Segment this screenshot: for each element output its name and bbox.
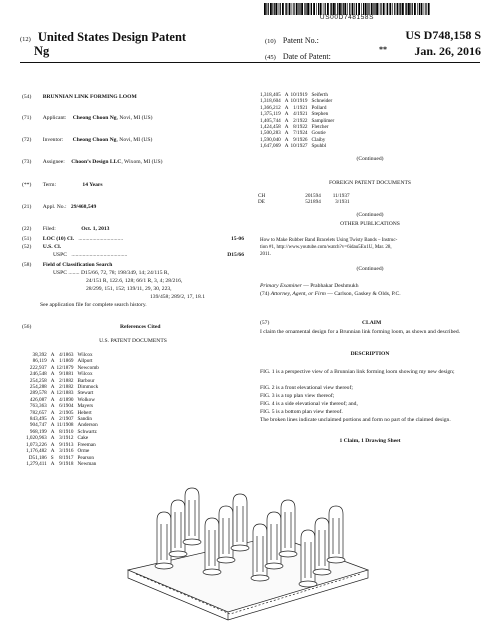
table-cell: Pollard (311, 104, 327, 111)
continued-label-1: (Continued) (356, 156, 384, 162)
document-title: United States Design Patent (37, 30, 187, 44)
table-cell: A (284, 98, 289, 105)
table-cell: 521894 (305, 199, 321, 206)
table-cell: 11/1937 (332, 193, 350, 199)
invention-title: BRUNNIAN LINK FORMING LOOM (42, 94, 137, 100)
table-cell: DE (258, 199, 265, 206)
loom-peg-base (327, 557, 345, 563)
table-cell: D51,186 (28, 454, 47, 461)
barcode-bar (412, 3, 413, 15)
barcode-bar (424, 3, 425, 15)
table-cell: A (50, 435, 55, 442)
table-cell: A (50, 441, 55, 448)
table-cell: 2/1922 (293, 117, 308, 124)
field-72: (72) Inventor: Cheong Choon Ng, Novi, MI (US) (22, 137, 153, 143)
loom-peg-base (183, 539, 201, 545)
field-58: (58) Field of Classification Search (22, 262, 113, 268)
table-cell: 1,073,226 (26, 441, 47, 448)
table-cell: 782,657 (29, 409, 47, 416)
references-table-left (26, 352, 101, 467)
barcode-bar (425, 3, 426, 15)
table-cell: 968,199 (29, 428, 47, 435)
table-cell: 246,548 (29, 371, 47, 378)
loom-peg (171, 500, 185, 554)
barcode-bar (282, 3, 284, 15)
table-cell: Stephen (311, 111, 329, 118)
description-line-4: FIG. 4 is a side elevational vie thereof; and, (260, 401, 358, 407)
table-cell: Pearson (77, 454, 94, 461)
table-cell: A (50, 364, 55, 371)
table-cell: Hebert (77, 409, 92, 416)
barcode-number: US00D748158S (319, 14, 375, 21)
table-cell: Schneider (311, 98, 333, 105)
table-cell: A (284, 104, 289, 111)
table-cell: 9/1918 (59, 460, 74, 467)
table-cell: Spuhbl (311, 143, 327, 150)
patent-date: Jan. 26, 2016 (414, 44, 481, 58)
other-pub-line2: tion #1, http://www.youtube.com/watch?v=6idau5Eu1U, Mar. 28, (260, 245, 392, 250)
table-cell: 1/1869 (59, 358, 74, 365)
other-pub-line1: How to Make Rubber Band Bracelets Using Twisty Bands – Instruc- (260, 238, 398, 243)
table-cell: 1,375,119 (260, 111, 281, 118)
claims-sheet-count: 1 Claim, 1 Drawing Sheet (339, 438, 401, 444)
table-cell: Anderson (77, 422, 98, 429)
table-cell: 2/1905 (59, 409, 74, 416)
table-cell: Claiby (311, 136, 326, 143)
claim-heading: (57) CLAIM (260, 320, 382, 326)
table-cell: 86,119 (32, 358, 47, 365)
table-cell: A (50, 377, 55, 384)
table-cell: A (50, 416, 55, 423)
table-cell: S (50, 454, 54, 461)
barcode-bar (286, 3, 287, 15)
loom-peg (205, 518, 219, 572)
barcode-bar (272, 3, 273, 15)
claim-text: I claim the ornamental design for a Brunnian link forming loom, as shown and described. (260, 329, 461, 335)
table-cell: A (284, 124, 289, 131)
table-cell: 11/1908 (56, 422, 74, 429)
table-cell: A (50, 403, 55, 410)
continued-label-3: (Continued) (356, 266, 384, 272)
table-row (260, 130, 336, 136)
inventor-short: Ng (34, 44, 50, 58)
table-cell: A (284, 143, 289, 150)
primary-examiner: Primary Examiner — Prabhakar Deshmukh (260, 283, 359, 289)
field-51: (51) LOC (10) Cl. ................................ 15-06 (22, 236, 244, 242)
patent-date-row: (45) Date of Patent: ** Jan. 26, 2016 (265, 44, 481, 61)
field-58-line4: 139/458; 289/2, 17, 18.1 (150, 294, 206, 300)
table-cell: 3/1916 (59, 448, 74, 455)
table-cell: 4/1921 (293, 111, 308, 118)
loom-peg (185, 488, 199, 542)
table-cell: 4/1863 (59, 352, 74, 358)
barcode-bar (402, 3, 404, 15)
loom-peg (301, 530, 315, 584)
loom-peg-base (265, 563, 283, 569)
table-cell: A (284, 117, 289, 124)
table-cell: Newcomb (77, 364, 99, 371)
table-cell: Freeman (77, 441, 96, 448)
field-58-line2: 24/151 R, 122.6, 128; 66/1 R, 3, 4; 28/216, (86, 278, 183, 284)
barcode (264, 2, 430, 14)
references-table-right (260, 92, 336, 150)
barcode-bar (428, 3, 430, 15)
table-cell: Orme (77, 448, 90, 455)
loom-peg (219, 506, 233, 560)
barcode-bar (270, 3, 272, 15)
loom-drawing (116, 478, 380, 628)
table-row (258, 199, 362, 205)
table-cell: A (284, 130, 289, 137)
foreign-docs-table (258, 193, 362, 206)
barcode-bar (419, 3, 420, 15)
table-cell: 289,578 (29, 390, 47, 397)
table-cell: 1,318,405 (260, 92, 281, 98)
field-73: (73) Assignee: Choon’s Design LLC, Wixom, MI (US) (22, 159, 163, 165)
field-58-line5: See application file for complete search history. (40, 302, 147, 308)
table-cell: 1,405,744 (260, 117, 281, 124)
table-cell: Allport (77, 358, 93, 365)
field-58-line1: USPC ........ D15/66, 72, 78; 198/349, 14; 24/115 R, (53, 270, 170, 276)
table-cell: Cake (77, 435, 89, 442)
table-cell: 254,258 (29, 377, 47, 384)
table-cell: 2/1882 (59, 384, 74, 391)
table-cell: A (50, 460, 55, 467)
field-52: (52) U.S. Cl. (22, 244, 62, 250)
table-cell: 9/1926 (293, 136, 308, 143)
table-cell: 1,176,482 (26, 448, 47, 455)
table-cell: 3/1931 (335, 199, 350, 206)
table-cell: 3/1912 (59, 435, 74, 442)
table-row (26, 461, 101, 467)
field-21: (21) Appl. No.: 29/468,549 (22, 204, 97, 210)
description-heading: DESCRIPTION (350, 351, 390, 357)
barcode-bar (414, 3, 416, 15)
table-cell: 10/1919 (290, 98, 308, 105)
barcode-bar (266, 3, 267, 15)
table-cell: 1,424,458 (260, 124, 281, 131)
table-cell: 843,495 (29, 416, 47, 423)
table-cell: 8/1917 (59, 454, 74, 461)
description-line-2: FIG. 2 is a front elevational view thereof; (260, 385, 353, 391)
table-cell: 1,590,040 (260, 136, 281, 143)
barcode-bar (280, 3, 281, 15)
table-cell: 1,366,212 (260, 104, 281, 111)
table-cell: 12/1883 (56, 390, 74, 397)
table-cell: 201594 (305, 193, 321, 199)
table-cell: A (50, 396, 55, 403)
table-cell: 1,318,604 (260, 98, 281, 105)
loom-peg-base (313, 569, 331, 575)
table-cell: A (50, 448, 55, 455)
barcode-bar (408, 3, 410, 15)
table-row (260, 111, 336, 117)
table-cell: Samplimer (311, 117, 335, 124)
patent-number: US D748,158 S (405, 28, 481, 42)
loom-peg (267, 512, 281, 566)
header-left: (12) United States Design Patent (20, 30, 187, 44)
field-58-line3: 28/299, 151, 152; 139/11, 29, 30, 223, (86, 286, 172, 292)
table-cell: 1,279,411 (26, 460, 47, 467)
other-publications-heading: OTHER PUBLICATIONS (340, 221, 400, 227)
field-term: (**) Term: 14 Years (22, 182, 103, 188)
table-cell: 10/1927 (290, 143, 308, 150)
table-cell: 2/1882 (59, 377, 74, 384)
table-cell: A (284, 136, 289, 143)
table-cell: A (50, 390, 55, 397)
table-cell: 254,288 (29, 384, 47, 391)
barcode-bar (417, 3, 418, 15)
field-54: (54) BRUNNIAN LINK FORMING LOOM (22, 94, 137, 100)
table-cell: 2/1907 (59, 416, 74, 423)
loom-peg-base (279, 551, 297, 557)
table-row (26, 358, 101, 364)
table-cell: A (50, 352, 55, 358)
foreign-references-table (258, 193, 362, 206)
barcode-bar (421, 3, 423, 15)
description-line-1: FIG. 1 is a perspective view of a Brunnian link forming loom showing my new design; (260, 369, 455, 375)
table-cell: A (50, 409, 55, 416)
table-cell: A (284, 111, 289, 118)
table-cell: 763,363 (29, 403, 47, 410)
foreign-docs-heading: FOREIGN PATENT DOCUMENTS (328, 180, 412, 186)
barcode-bar (406, 3, 407, 15)
loom-peg-base (231, 545, 249, 551)
loom-peg-base (299, 581, 317, 587)
table-cell: 904,747 (29, 422, 47, 429)
barcode-bar (285, 3, 286, 15)
barcode-bar (410, 3, 411, 15)
right-references-table (260, 92, 336, 150)
table-row (260, 143, 336, 149)
table-cell: Seiferth (311, 92, 328, 98)
table-cell: CH (258, 193, 266, 199)
table-cell: Stewart (77, 390, 94, 397)
table-cell: Newman (77, 460, 97, 467)
table-cell: Mayers (77, 403, 94, 410)
table-cell: Goutie (311, 130, 326, 137)
table-cell: 12/1879 (56, 364, 74, 371)
table-cell: A (284, 92, 289, 98)
table-cell: A (50, 422, 55, 429)
table-cell: Barbour (77, 377, 95, 384)
loom-peg (315, 518, 329, 572)
attorney: (74) Attorney, Agent, or Firm — Carlson, Gaskey & Olds, P.C. (260, 291, 401, 297)
table-cell: 1/1921 (293, 104, 308, 111)
table-cell: A (50, 384, 55, 391)
table-cell: 38,392 (32, 352, 47, 358)
table-row (260, 98, 336, 104)
table-cell: Schwartz (77, 428, 97, 435)
loom-peg-base (251, 575, 269, 581)
table-cell: Wilcox (77, 352, 93, 358)
continued-label-2: (Continued) (356, 212, 384, 218)
loom-peg-base (217, 557, 235, 563)
loom-peg (233, 494, 247, 548)
table-cell: 1,500,283 (260, 130, 281, 137)
table-cell: 8/1910 (59, 428, 74, 435)
brunnian-loom-illustration (116, 478, 380, 628)
table-cell: Wilcox (77, 371, 93, 378)
loom-peg (329, 506, 343, 560)
us-patent-documents-heading: U.S. PATENT DOCUMENTS (99, 338, 167, 344)
description-line-5: FIG. 5 is a bottom plan view thereof. (260, 409, 343, 415)
description-line-3: FIG. 3 is a top plan view thereof; (260, 393, 335, 399)
table-cell: Dimmock (77, 384, 99, 391)
barcode-bar (274, 3, 275, 15)
table-cell: Wolkow (77, 396, 95, 403)
field-56: (56) References Cited (22, 324, 161, 330)
table-cell: A (50, 371, 55, 378)
table-cell: 7/1924 (293, 130, 308, 137)
table-cell: Fletcher (311, 124, 329, 131)
loom-peg-base (203, 569, 221, 575)
field-52-uspc: USPC ........................................ D15/66 (53, 252, 244, 258)
table-row (26, 371, 101, 377)
table-cell: A (50, 428, 55, 435)
table-cell: Sandin (77, 416, 92, 423)
table-cell: 9/1913 (59, 441, 74, 448)
header-divider (20, 62, 480, 63)
barcode-bar (275, 3, 277, 15)
barcode-bar (278, 3, 279, 15)
table-row (26, 403, 101, 409)
loom-peg-base (155, 563, 173, 569)
barcode-bar (289, 3, 291, 15)
field-71: (71) Applicant: Cheong Choon Ng, Novi, MI (US) (22, 115, 153, 121)
table-cell: 9/1881 (59, 371, 74, 378)
barcode-bar (405, 3, 406, 15)
table-cell: 1,647,069 (260, 143, 281, 150)
barcode-bar (268, 3, 269, 15)
field-22: (22) Filed: Oct. 1, 2013 (22, 226, 110, 232)
table-cell: 1,020,963 (26, 435, 47, 442)
table-cell: 8/1922 (293, 124, 308, 131)
table-cell: A (50, 358, 55, 365)
description-line-6: The broken lines indicate unclaimed portions and form no part of the claimed design. (260, 417, 451, 423)
table-row (26, 455, 101, 461)
left-references-table (26, 352, 101, 467)
table-row (26, 390, 101, 396)
loom-peg (281, 500, 295, 554)
table-row (26, 422, 101, 428)
table-cell: 222,937 (29, 364, 47, 371)
loom-peg (253, 524, 267, 578)
patent-number-row: (10) Patent No.: US D748,158 S (265, 28, 481, 45)
loom-peg (157, 512, 171, 566)
barcode-bar (264, 3, 266, 15)
table-cell: 10/1919 (290, 92, 308, 98)
table-cell: 426,087 (29, 396, 47, 403)
other-pub-line3: 2011. (260, 252, 272, 257)
table-cell: 4/1890 (59, 396, 74, 403)
loom-peg-base (169, 551, 187, 557)
table-cell: 6/1904 (59, 403, 74, 410)
